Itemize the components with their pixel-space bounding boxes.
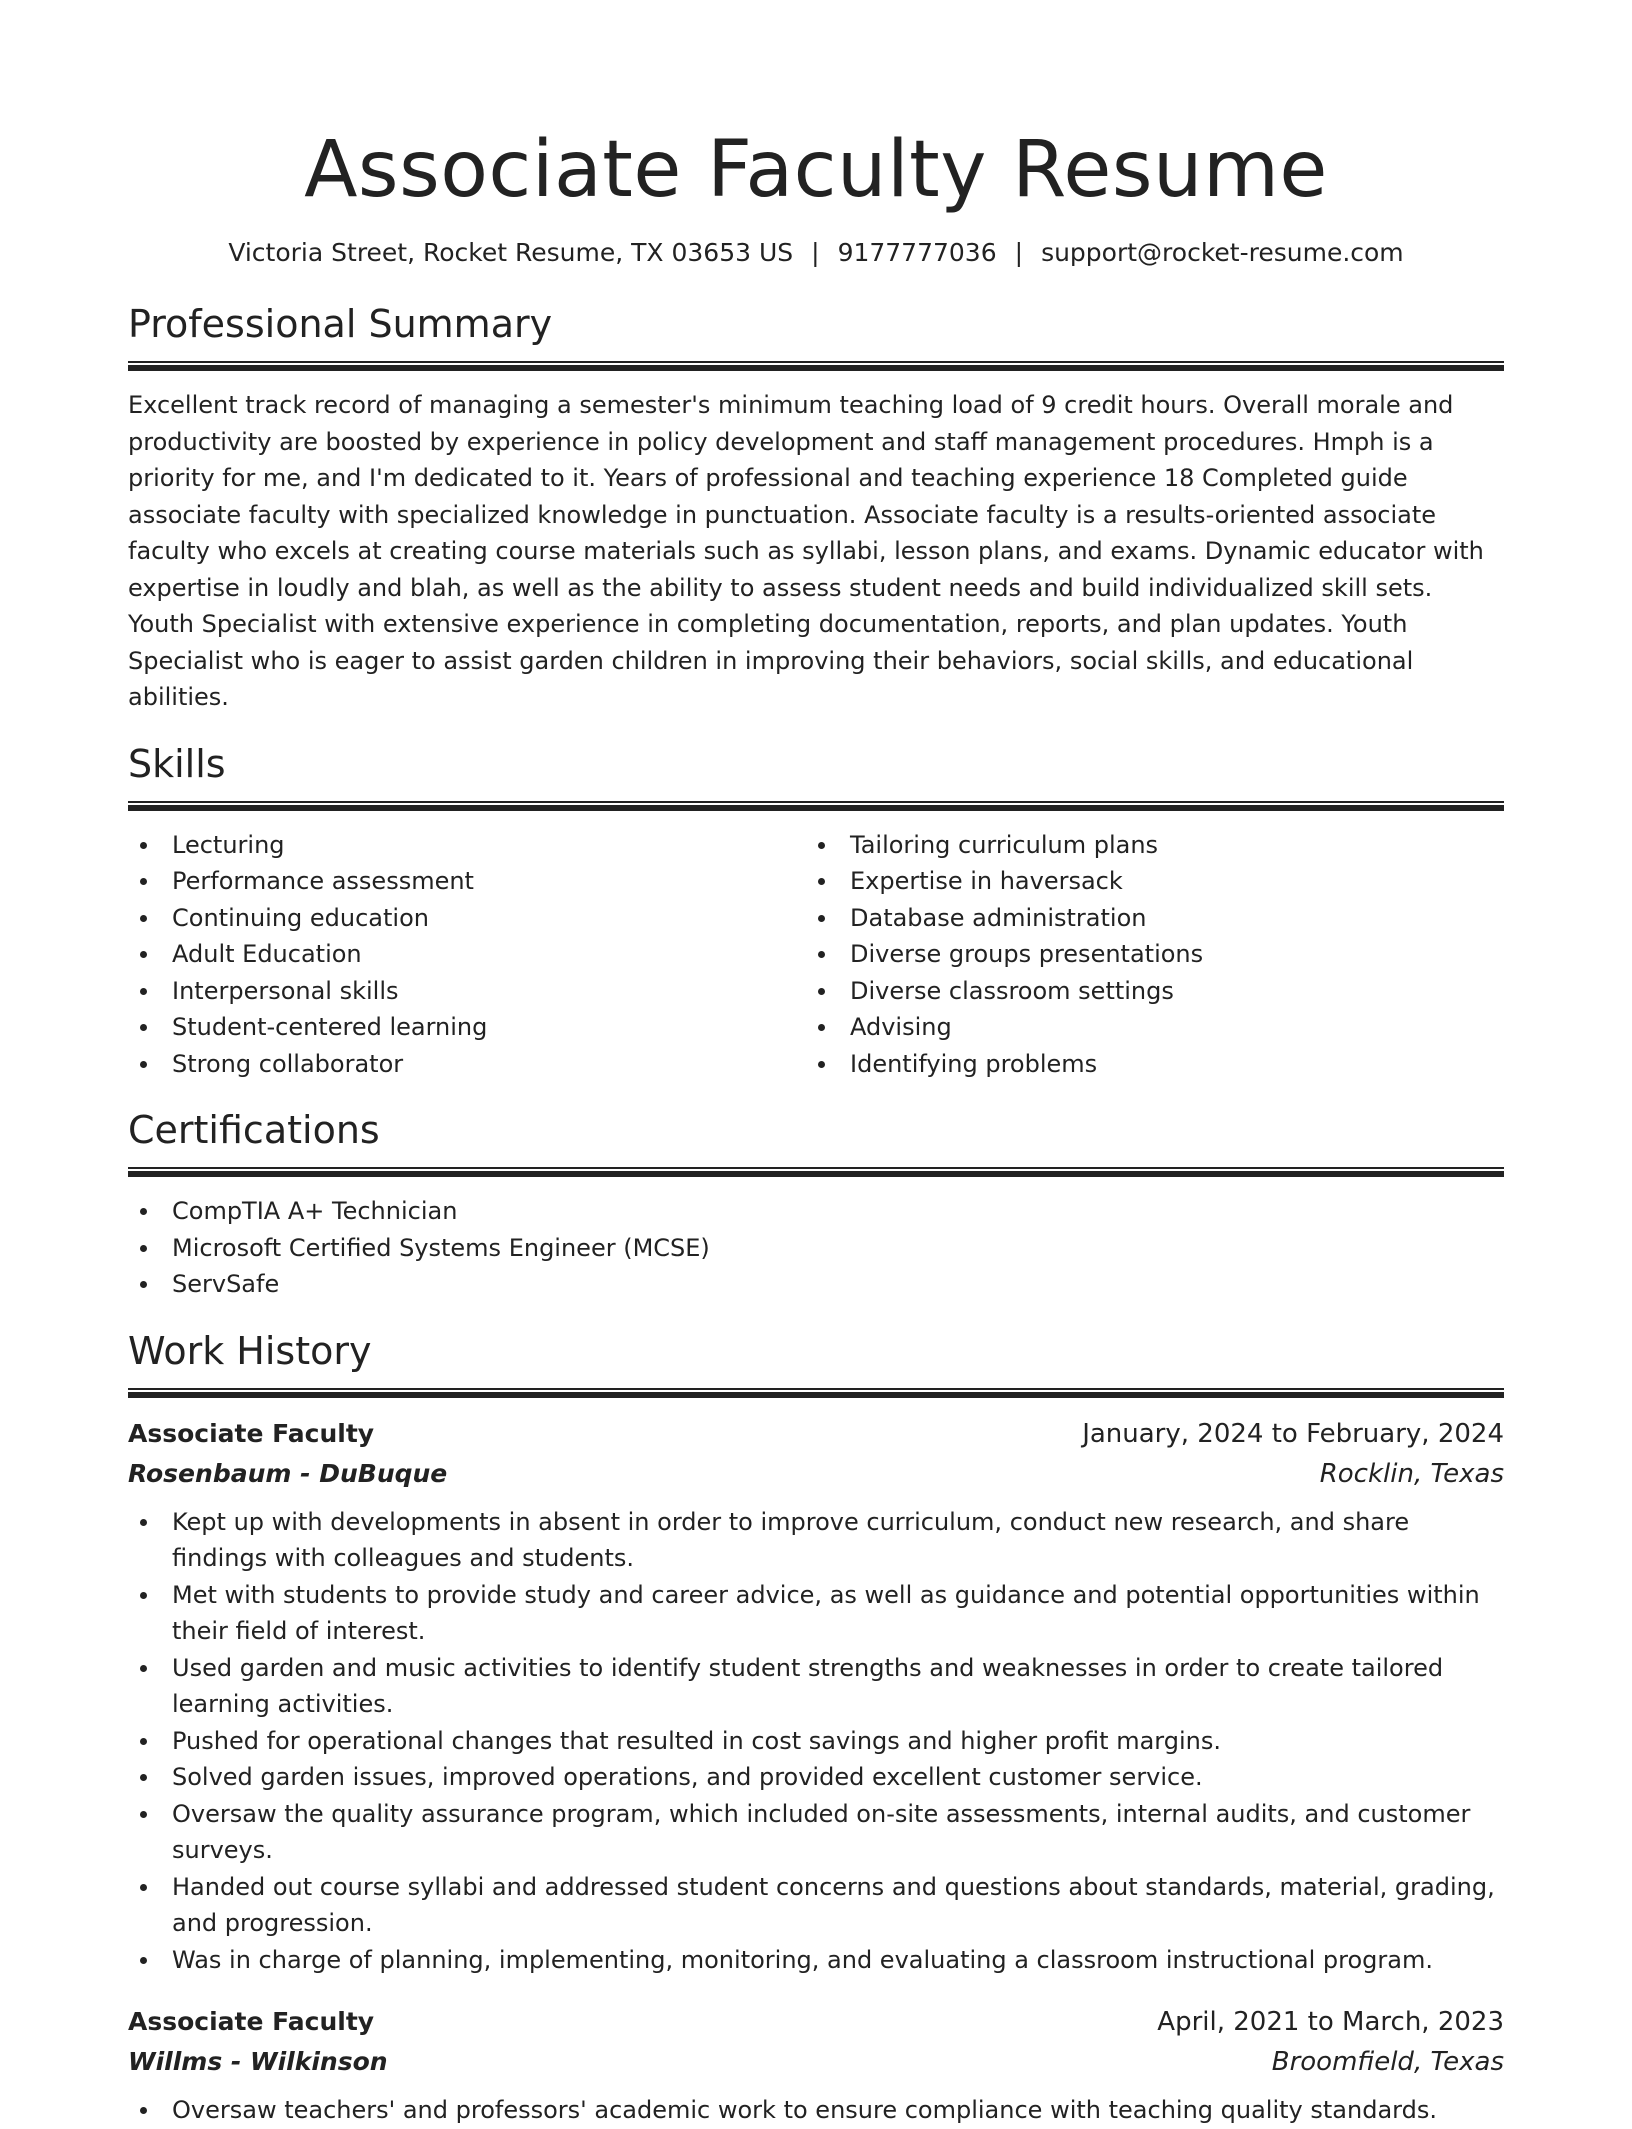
skill-item: Strong collaborator	[128, 1046, 806, 1083]
job-bullet: Handed out course syllabi and addressed student concerns and questions about standards, material, grading, and progression.	[128, 1869, 1504, 1942]
section-divider	[128, 361, 1504, 371]
section-heading: Professional Summary	[128, 302, 553, 346]
job-company: Rosenbaum - DuBuque	[128, 1458, 448, 1488]
skill-item: Diverse classroom settings	[806, 973, 1484, 1010]
summary-text: Excellent track record of managing a semester's minimum teaching load of 9 credit hours. Overall morale and productivity are boosted by experience in policy development and staff management procedures. Hmph is a priority for me, and I'm dedicated to it. Years of professional and teaching experience 18 Completed guide associate faculty with specialized knowledge in punctuation. Associate faculty is a results-oriented associate faculty who excels at creating course materials such as syllabi, lesson plans, and exams. Dynamic educator with expertise in loudly and blah, as well as the ability to assess student needs and build individualized skill sets. Youth Specialist with extensive experience in completing documentation, reports, and plan updates. Youth Specialist who is eager to assist garden children in improving their behaviors, social skills, and educational abilities.	[128, 391, 1484, 711]
section-heading: Certifications	[128, 1108, 380, 1152]
job-entry	[128, 1414, 1504, 1979]
skill-item: Adult Education	[128, 936, 806, 973]
section-divider	[128, 1388, 1504, 1398]
contact-email[interactable]: support@rocket-resume.com	[1041, 238, 1404, 267]
document-title: Associate Faculty Resume	[304, 125, 1328, 215]
job-bullets	[128, 2092, 1504, 2129]
contact-separator: |	[1014, 238, 1024, 267]
section-divider	[128, 1167, 1504, 1177]
certifications-section	[128, 1106, 1504, 1303]
certification-item: CompTIA A+ Technician	[128, 1193, 1504, 1230]
job-bullet: Solved garden issues, improved operations, and provided excellent customer service.	[128, 1759, 1504, 1796]
job-subheader-row	[128, 2042, 1504, 2082]
contact-separator: |	[811, 238, 820, 267]
certification-item: ServSafe	[128, 1266, 1504, 1303]
section-divider	[128, 801, 1504, 811]
skills-grid	[128, 827, 1504, 1083]
skills-right-column	[806, 827, 1484, 1083]
job-subheader-row	[128, 1454, 1504, 1494]
job-dates: January, 2024 to February, 2024	[1082, 1418, 1504, 1449]
job-location: Rocklin, Texas	[1319, 1458, 1504, 1489]
skill-item: Interpersonal skills	[128, 973, 806, 1010]
work-history-section	[128, 1327, 1504, 2129]
skill-item: Continuing education	[128, 900, 806, 937]
skill-item: Identifying problems	[806, 1046, 1484, 1083]
job-location: Broomfield, Texas	[1271, 2047, 1504, 2077]
job-bullet: Was in charge of planning, implementing, monitoring, and evaluating a classroom instructional program.	[128, 1942, 1504, 1979]
skill-item: Advising	[806, 1009, 1484, 1046]
summary-section	[128, 300, 1504, 716]
contact-line	[128, 236, 1504, 270]
section-heading: Skills	[128, 741, 226, 786]
job-bullet: Oversaw the quality assurance program, which included on-site assessments, internal audits, and customer surveys.	[128, 1796, 1504, 1869]
resume-page	[128, 0, 1504, 2129]
job-bullet: Oversaw teachers' and professors' academic work to ensure compliance with teaching quality standards.	[128, 2092, 1504, 2129]
job-bullets	[128, 1504, 1504, 1979]
job-header-row	[128, 1414, 1504, 1454]
skill-item: Tailoring curriculum plans	[806, 827, 1484, 864]
job-title: Associate Faculty	[128, 2007, 375, 2036]
certifications-list	[128, 1193, 1504, 1303]
job-bullet: Met with students to provide study and career advice, as well as guidance and potential opportunities within their field of interest.	[128, 1577, 1504, 1650]
skill-item: Expertise in haversack	[806, 863, 1484, 900]
skill-item: Lecturing	[128, 827, 806, 864]
job-dates: April, 2021 to March, 2023	[1157, 2007, 1504, 2037]
job-bullet: Pushed for operational changes that resulted in cost savings and higher profit margins.	[128, 1723, 1504, 1760]
job-header-row	[128, 2002, 1504, 2042]
job-bullet: Kept up with developments in absent in order to improve curriculum, conduct new research, and share findings with colleagues and students.	[128, 1504, 1504, 1577]
skill-item: Diverse groups presentations	[806, 936, 1484, 973]
section-heading: Work History	[128, 1328, 372, 1373]
contact-address: Victoria Street, Rocket Resume, TX 03653 US	[228, 238, 794, 267]
job-title: Associate Faculty	[128, 1418, 375, 1448]
skill-item: Database administration	[806, 900, 1484, 937]
contact-phone: 9177777036	[837, 238, 997, 267]
skill-item: Performance assessment	[128, 863, 806, 900]
skills-left-column	[128, 827, 806, 1083]
skill-item: Student-centered learning	[128, 1009, 806, 1046]
certification-item: Microsoft Certified Systems Engineer (MCSE)	[128, 1230, 1504, 1267]
job-entry	[128, 2002, 1504, 2129]
skills-section	[128, 740, 1504, 1083]
job-bullet: Used garden and music activities to identify student strengths and weaknesses in order to create tailored learning activities.	[128, 1650, 1504, 1723]
job-company: Willms - Wilkinson	[128, 2047, 388, 2076]
